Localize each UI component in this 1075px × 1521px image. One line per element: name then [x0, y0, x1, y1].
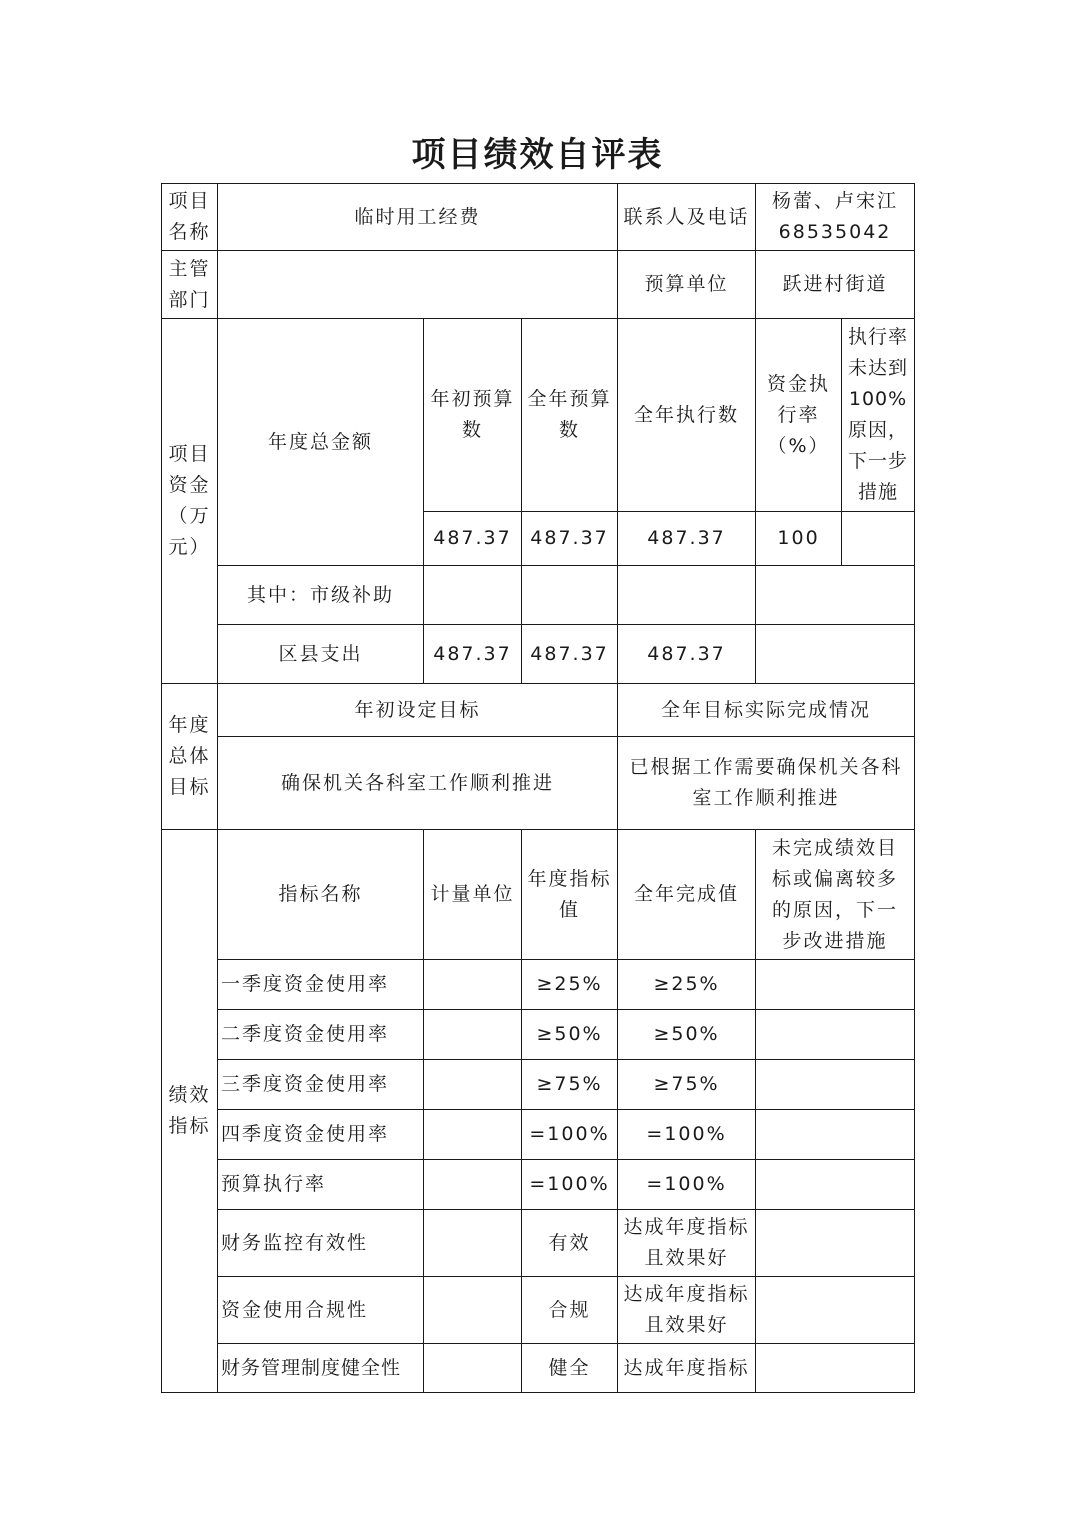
funds-total-reason [842, 512, 915, 566]
indicator-unit [424, 1110, 522, 1160]
funds-district-rate [756, 625, 915, 684]
indicator-row [162, 1060, 915, 1110]
funds-header-row [162, 319, 915, 512]
indicator-row [162, 1344, 915, 1393]
funds-city-executed [618, 566, 756, 625]
dept-label: 主管部门 [162, 251, 218, 319]
goals-section-label: 年度总体目标 [162, 684, 218, 830]
goals-actual-header: 全年目标实际完成情况 [618, 684, 915, 737]
funds-district-annual: 487.37 [522, 625, 618, 684]
funds-total-header: 年度总金额 [218, 319, 424, 566]
indicator-row [162, 1277, 915, 1344]
funds-reason-header: 执行率未达到100%原因，下一步措施 [842, 319, 915, 512]
indicator-unit [424, 1210, 522, 1277]
project-name-value: 临时用工经费 [218, 184, 618, 251]
goals-header-row [162, 684, 915, 737]
contact-cell [756, 184, 915, 251]
indicator-target: 健全 [522, 1344, 618, 1393]
contact-name: 杨蕾、卢宋江 [772, 190, 899, 212]
project-name-label: 项目名称 [162, 184, 218, 251]
funds-district-row [162, 625, 915, 684]
funds-initial-header: 年初预算数 [424, 319, 522, 512]
indicator-name: 财务管理制度健全性 [218, 1344, 424, 1393]
indicator-name: 四季度资金使用率 [218, 1110, 424, 1160]
indicator-unit [424, 1160, 522, 1210]
contact-label: 联系人及电话 [618, 184, 756, 251]
indicator-reason [756, 1060, 915, 1110]
funds-total-annual: 487.37 [522, 512, 618, 566]
dept-value [218, 251, 618, 319]
indicator-actual: =100% [618, 1110, 756, 1160]
indicator-actual: 达成年度指标且效果好 [618, 1277, 756, 1344]
indicator-target: 合规 [522, 1277, 618, 1344]
indicator-row [162, 960, 915, 1010]
indicator-target: 有效 [522, 1210, 618, 1277]
budget-unit-label: 预算单位 [618, 251, 756, 319]
indicator-actual: 达成年度指标 [618, 1344, 756, 1393]
indicator-name: 一季度资金使用率 [218, 960, 424, 1010]
funds-total-rate: 100 [756, 512, 842, 566]
funds-rate-header: 资金执行率（%） [756, 319, 842, 512]
funds-section-label: 项目资金（万元） [162, 319, 218, 684]
funds-city-label: 其中：市级补助 [218, 566, 424, 625]
indicators-reason-header: 未完成绩效目标或偏离较多的原因，下一步改进措施 [756, 830, 915, 960]
indicator-reason [756, 1344, 915, 1393]
indicator-unit [424, 1277, 522, 1344]
indicator-target: ≥75% [522, 1060, 618, 1110]
performance-table [161, 183, 915, 1393]
indicator-name: 财务监控有效性 [218, 1210, 424, 1277]
indicator-row [162, 1010, 915, 1060]
goals-initial-value: 确保机关各科室工作顺利推进 [218, 737, 618, 830]
project-row [162, 184, 915, 251]
funds-district-executed: 487.37 [618, 625, 756, 684]
funds-total-executed: 487.37 [618, 512, 756, 566]
indicator-reason [756, 1110, 915, 1160]
indicator-reason [756, 1160, 915, 1210]
indicator-row [162, 1110, 915, 1160]
indicators-section-label: 绩效指标 [162, 830, 218, 1393]
indicator-name: 三季度资金使用率 [218, 1060, 424, 1110]
indicator-reason [756, 960, 915, 1010]
funds-district-label: 区县支出 [218, 625, 424, 684]
indicators-header-row [162, 830, 915, 960]
funds-city-initial [424, 566, 522, 625]
page-title: 项目绩效自评表 [411, 135, 664, 175]
indicators-name-header: 指标名称 [218, 830, 424, 960]
indicator-unit [424, 1344, 522, 1393]
indicator-name: 二季度资金使用率 [218, 1010, 424, 1060]
dept-row [162, 251, 915, 319]
indicator-reason [756, 1277, 915, 1344]
indicator-name: 预算执行率 [218, 1160, 424, 1210]
funds-city-annual [522, 566, 618, 625]
goals-initial-header: 年初设定目标 [218, 684, 618, 737]
indicator-row [162, 1160, 915, 1210]
indicator-actual: ≥25% [618, 960, 756, 1010]
indicator-reason [756, 1010, 915, 1060]
funds-city-rate [756, 566, 915, 625]
funds-executed-header: 全年执行数 [618, 319, 756, 512]
indicators-actual-header: 全年完成值 [618, 830, 756, 960]
indicator-actual: =100% [618, 1160, 756, 1210]
funds-annual-header: 全年预算数 [522, 319, 618, 512]
indicator-target: =100% [522, 1110, 618, 1160]
indicator-unit [424, 1010, 522, 1060]
indicator-row [162, 1210, 915, 1277]
goals-actual-value: 已根据工作需要确保机关各科室工作顺利推进 [618, 737, 915, 830]
indicator-name: 资金使用合规性 [218, 1277, 424, 1344]
indicator-actual: ≥50% [618, 1010, 756, 1060]
goals-value-row [162, 737, 915, 830]
indicator-unit [424, 1060, 522, 1110]
indicator-actual: 达成年度指标且效果好 [618, 1210, 756, 1277]
indicator-target: =100% [522, 1160, 618, 1210]
indicators-target-header: 年度指标值 [522, 830, 618, 960]
funds-total-initial: 487.37 [424, 512, 522, 566]
indicator-unit [424, 960, 522, 1010]
funds-district-initial: 487.37 [424, 625, 522, 684]
indicator-target: ≥25% [522, 960, 618, 1010]
indicator-target: ≥50% [522, 1010, 618, 1060]
funds-city-row [162, 566, 915, 625]
indicator-reason [756, 1210, 915, 1277]
indicators-unit-header: 计量单位 [424, 830, 522, 960]
budget-unit-value: 跃进村街道 [756, 251, 915, 319]
indicator-actual: ≥75% [618, 1060, 756, 1110]
contact-phone: 68535042 [778, 221, 892, 243]
